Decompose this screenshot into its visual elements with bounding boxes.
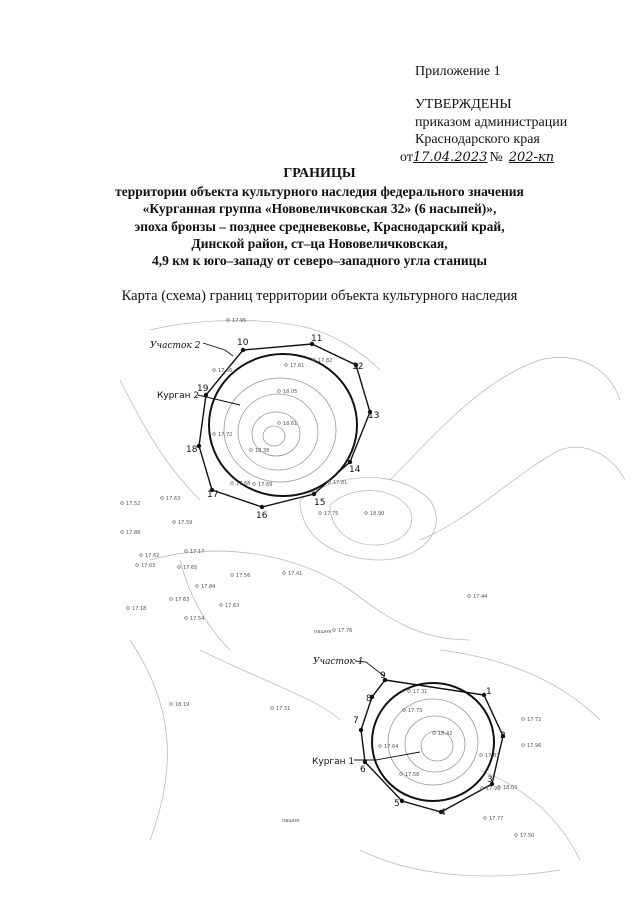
elevation-point [283, 572, 286, 575]
elevation-value: 17.59 [178, 520, 193, 526]
vertex-point [312, 492, 316, 496]
elevation-point [231, 574, 234, 577]
vertex-label: 10 [237, 338, 249, 348]
vertex-label: 17 [207, 490, 219, 500]
elevation-value: 17.63 [175, 597, 190, 603]
elevation-value: 17.50 [520, 833, 535, 839]
elevation-value: 17.52 [126, 501, 141, 507]
elevation-value: 18.03 [503, 785, 518, 791]
elevation-point [185, 550, 188, 553]
vertex-label: 9 [380, 671, 386, 681]
elevation-point [271, 707, 274, 710]
elevation-value: 17.81 [333, 480, 348, 486]
vertex-label: 2 [500, 731, 506, 741]
vertex-label: 1 [486, 687, 492, 697]
elevation-value: 17.76 [338, 628, 353, 634]
title-line-1: территории объекта культурного наследия федерального значения [115, 184, 524, 199]
approved-label: УТВЕРЖДЕНЫ [415, 97, 512, 112]
order-line-2: Краснодарского края [415, 132, 540, 147]
elevation-value: 17.95 [486, 786, 501, 792]
number-sign: № [489, 150, 503, 165]
elevation-point [140, 554, 143, 557]
appendix-label: Приложение 1 [415, 64, 501, 79]
title-line-5: 4,9 км к юго–западу от северо–западного угла станицы [152, 253, 487, 268]
vertex-label: 8 [366, 694, 372, 704]
elevation-value: 17.72 [527, 717, 542, 723]
elevation-value: 17.18 [132, 606, 147, 612]
elevation-value: 17.65 [183, 565, 198, 571]
elevation-value: 18.05 [283, 389, 298, 395]
elevation-point [278, 422, 281, 425]
vertex-label: 12 [352, 362, 364, 372]
area-1-boundary [361, 680, 503, 812]
elevation-point [522, 744, 525, 747]
elevation-value: 18.42 [438, 731, 453, 737]
elevation-value: 17.62 [145, 553, 160, 559]
elevation-point [333, 629, 336, 632]
elevation-point [480, 754, 483, 757]
elevation-value: 17.84 [201, 584, 216, 590]
elevation-point [220, 604, 223, 607]
elevation-point [231, 482, 234, 485]
area-1-label: Участок 1 [313, 657, 364, 667]
elevation-point [379, 745, 382, 748]
handwritten-number: 202-кп [508, 150, 555, 165]
elevation-point [253, 483, 256, 486]
elevation-point [400, 773, 403, 776]
elevation-point [185, 617, 188, 620]
elevation-value: 17.68 [236, 481, 251, 487]
elevation-point [170, 598, 173, 601]
elevation-value: 17.63 [141, 563, 156, 569]
elevation-point [178, 566, 181, 569]
vertex-point [359, 728, 363, 732]
mound-1-circle [372, 683, 494, 801]
document-heading: ГРАНИЦЫ [283, 166, 356, 181]
map-caption: Карта (схема) границ территории объекта культурного наследия [121, 288, 518, 304]
elevation-value: 17.77 [489, 816, 504, 822]
vertex-label: 3 [487, 775, 493, 785]
elevation-value: 18.90 [370, 511, 385, 517]
elevation-point [522, 718, 525, 721]
vertex-labels [186, 334, 506, 818]
elevation-point [196, 585, 199, 588]
elevation-value: 17.63 [166, 496, 181, 502]
vertex-label: 7 [353, 716, 359, 726]
elevation-value: 17.63 [225, 603, 240, 609]
elevation-value: 17.61 [290, 363, 305, 369]
vertex-label: 13 [368, 411, 380, 421]
elevation-point [278, 390, 281, 393]
arable-label-2: пашня [282, 818, 300, 824]
elevation-value: 17.66 [218, 368, 233, 374]
vertex-point [241, 348, 245, 352]
vertex-label: 19 [197, 384, 209, 394]
elevation-point [365, 512, 368, 515]
elevation-point [433, 732, 436, 735]
elevation-point [213, 369, 216, 372]
arable-label: пашня [314, 629, 332, 635]
elevation-value: 17.88 [126, 530, 141, 536]
mound-1-contours [388, 699, 478, 785]
elevation-value: 17.95 [232, 318, 247, 324]
elevation-value: 17.17 [190, 549, 205, 555]
vertex-point [260, 505, 264, 509]
elevation-point [250, 449, 253, 452]
elevation-value: 17.73 [408, 708, 423, 714]
area-2-label: Участок 2 [150, 341, 201, 351]
elevation-value: 17.96 [527, 743, 542, 749]
vertex-label: 4 [440, 808, 446, 818]
elevation-point [285, 364, 288, 367]
elevation-value: 17.44 [473, 594, 488, 600]
vertex-label: 11 [311, 334, 323, 344]
elevation-value: 17.72 [218, 432, 233, 438]
mound-2-contours [224, 378, 336, 482]
vertex-label: 18 [186, 445, 198, 455]
vertex-label: 5 [394, 799, 400, 809]
elevation-point [319, 512, 322, 515]
vertex-label: 16 [256, 511, 268, 521]
elevation-value: 17.41 [288, 571, 303, 577]
elevation-value: 17.31 [413, 689, 428, 695]
elevation-value: 17.31 [276, 706, 291, 712]
elevation-value: 18.38 [255, 448, 270, 454]
elevation-value: 17.82 [318, 358, 333, 364]
vertex-label: 6 [360, 765, 366, 775]
elevation-value: 17.83 [485, 753, 500, 759]
elevation-point [173, 521, 176, 524]
elevation-point [484, 817, 487, 820]
elevation-point [468, 595, 471, 598]
elevation-value: 17.58 [405, 772, 420, 778]
elevation-point [121, 502, 124, 505]
elevation-point [136, 564, 139, 567]
from-prefix: от [400, 150, 413, 165]
mound-2-label: Курган 2 [157, 391, 200, 401]
contour-lines [120, 320, 625, 876]
elevation-point [515, 834, 518, 837]
vertex-point [197, 444, 201, 448]
vertex-point [348, 460, 352, 464]
elevation-point [408, 690, 411, 693]
title-line-4: Динской район, ст–ца Нововеличковская, [191, 236, 448, 251]
order-line-1: приказом администрации [415, 115, 568, 130]
elevation-value: 18.19 [175, 702, 190, 708]
elevation-value: 17.69 [258, 482, 273, 488]
vertex-point [400, 799, 404, 803]
mound-1-label: Курган 1 [312, 757, 355, 767]
elevation-point [121, 531, 124, 534]
title-line-2: «Курганная группа «Нововеличковская 32» (6 насыпей)», [142, 201, 497, 216]
elevation-value: 18.61 [283, 421, 298, 427]
elevation-point [213, 433, 216, 436]
title-line-3: эпоха бронзы – позднее средневековье, Краснодарский край, [134, 219, 505, 234]
vertex-label: 15 [314, 498, 326, 508]
handwritten-date: 17.04.2023 [412, 150, 488, 165]
elevation-point [161, 497, 164, 500]
vertex-point [363, 760, 367, 764]
vertex-label: 14 [349, 465, 361, 475]
elevation-value: 17.56 [236, 573, 251, 579]
elevation-point [170, 703, 173, 706]
elevation-point [127, 607, 130, 610]
elevation-value: 17.75 [324, 511, 339, 517]
elevation-value: 17.54 [190, 616, 205, 622]
elevation-value: 17.64 [384, 744, 399, 750]
